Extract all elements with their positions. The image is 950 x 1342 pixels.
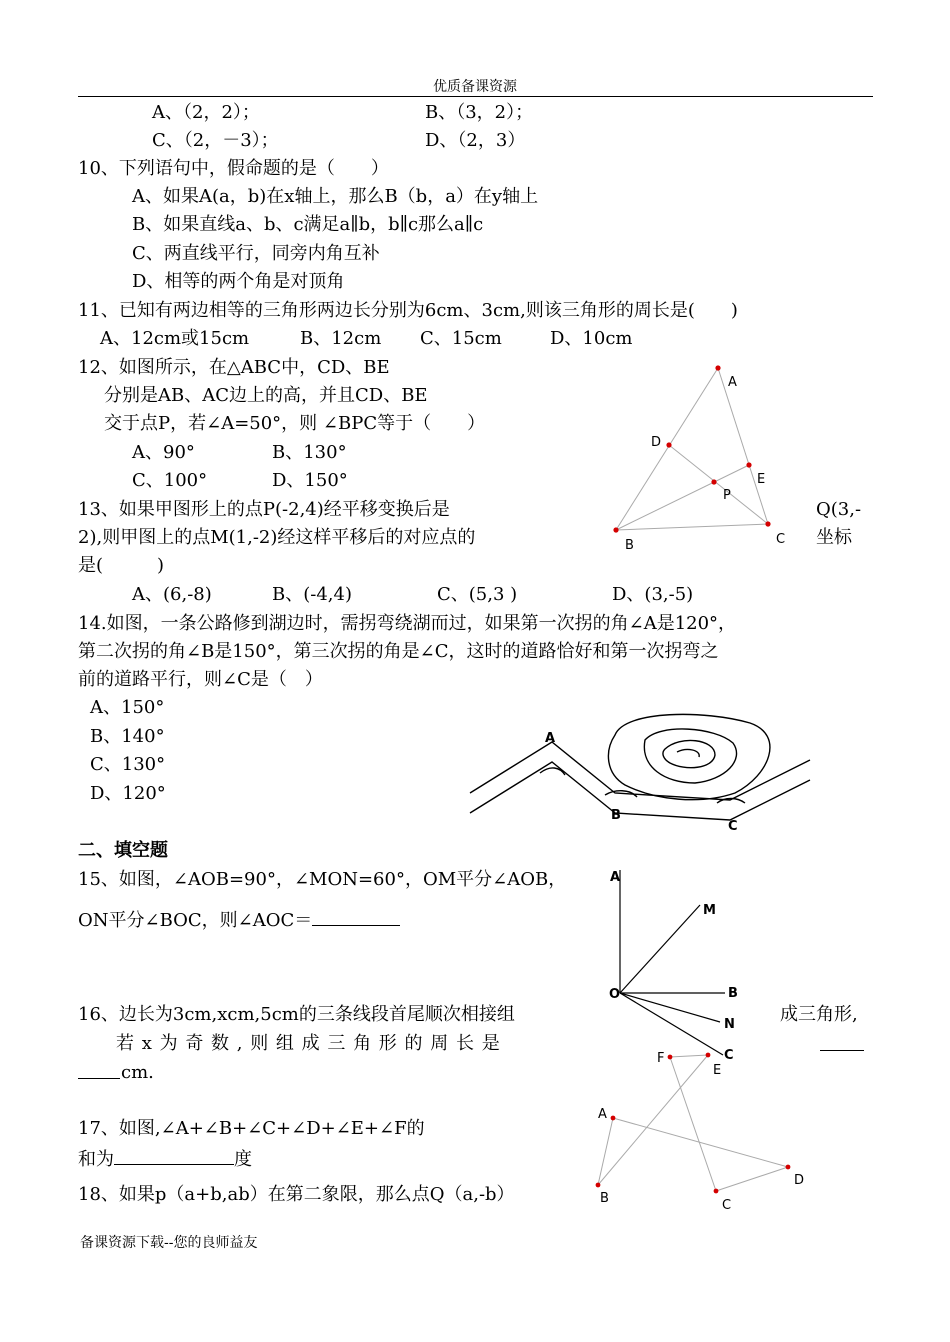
q17-label-c: C (722, 1198, 732, 1213)
q17-polygon-figure (590, 1045, 820, 1220)
q15-line-2-text: ON平分∠BOC，则∠AOC＝ (78, 910, 313, 931)
q12-line-3: 交于点P，若∠A=50°，则 ∠BPC等于（ ） (104, 413, 486, 434)
q12-label-d: D (651, 435, 662, 450)
q14-label-c: C (728, 819, 738, 834)
q17-label-e: E (713, 1063, 722, 1078)
q13-option-c: C、(5,3 ) (437, 584, 518, 605)
q10-option-d: D、相等的两个角是对顶角 (132, 271, 345, 292)
q15-answer-blank[interactable] (312, 907, 400, 926)
q14-line-1: 14.如图，一条公路修到湖边时，需拐弯绕湖而过，如果第一次拐的角∠A是120°， (78, 613, 737, 634)
q12-triangle-figure (600, 360, 800, 560)
q13-option-b: B、(-4,4) (272, 584, 352, 605)
q12-line-2: 分别是AB、AC边上的高，并且CD、BE (104, 385, 428, 406)
q15-label-o: O (609, 987, 621, 1002)
page-header: 优质备课资源 (433, 79, 517, 95)
q12-option-a: A、90° (132, 442, 195, 463)
q15-label-n: N (724, 1017, 735, 1032)
q17-point-a (611, 1116, 616, 1121)
q9-option-d: D、（2，3） (425, 130, 526, 151)
q12-point-p (711, 479, 716, 484)
q10-stem: 10、下列语句中，假命题的是（ ） (78, 158, 389, 179)
ray-on (620, 993, 720, 1022)
q15-label-m: M (703, 903, 716, 918)
q15-label-b: B (728, 986, 738, 1001)
q11-stem: 11、已知有两边相等的三角形两边长分别为6cm、3cm,则该三角形的周长是( ) (78, 300, 738, 321)
q12-label-b: B (625, 538, 634, 553)
q17-label-b: B (600, 1191, 609, 1206)
q14-road-lake-figure (465, 705, 825, 835)
q11-option-a: A、12cm或15cm (100, 328, 250, 349)
q12-line-1: 12、如图所示，在△ABC中，CD、BE (78, 357, 390, 378)
q10-option-a: A、如果A(a，b)在x轴上，那么B（b，a）在y轴上 (132, 186, 539, 207)
q13-line-2: 2),则甲图上的点M(1,-2)经这样平移后的对应点的 (78, 527, 476, 548)
q12-point-e (746, 462, 751, 467)
q16-line-3: cm. (121, 1062, 154, 1083)
q14-option-c: C、130° (90, 754, 166, 775)
segment-fe (670, 1055, 708, 1057)
q16-line-2: 若 x 为 奇 数 , 则 组 成 三 角 形 的 周 长 是 (116, 1033, 500, 1054)
q17-label-d: D (794, 1173, 805, 1188)
q17-line-1: 17、如图,∠A+∠B+∠C+∠D+∠E+∠F的 (78, 1118, 425, 1139)
q13-option-a: A、(6,-8) (132, 584, 212, 605)
q9-option-b: B、（3，2）； (425, 102, 534, 123)
q17-point-c (714, 1189, 719, 1194)
q14-option-b: B、140° (90, 726, 165, 747)
lake-middle-contour (644, 729, 736, 783)
q14-option-a: A、150° (90, 697, 165, 718)
q13-line-2-right: 坐标 (816, 527, 852, 548)
segment-ad (613, 1118, 788, 1167)
q14-label-a: A (545, 731, 556, 746)
q16-answer-blank-left[interactable] (78, 1058, 120, 1079)
q17-point-d (786, 1165, 791, 1170)
q17-line-2-prefix: 和为 (78, 1149, 114, 1170)
q13-line-1-right: Q(3,- (816, 499, 862, 520)
q14-line-2: 第二次拐的角∠B是150°，第三次拐的角是∠C，这时的道路恰好和第一次拐弯之 (78, 641, 719, 662)
q17-point-e (706, 1053, 711, 1058)
page-footer: 备课资源下载--您的良师益友 (80, 1235, 258, 1251)
section-2-title: 二、填空题 (78, 840, 168, 861)
ray-om (620, 905, 700, 993)
q17-point-f (668, 1055, 673, 1060)
q9-option-c: C、（2，－3）； (152, 130, 279, 151)
q15-label-c: C (724, 1048, 734, 1063)
q18-line-1: 18、如果p（a+b,ab）在第二象限，那么点Q（a,-b） (78, 1184, 515, 1205)
q12-point-a (715, 365, 720, 370)
q14-option-d: D、120° (90, 783, 166, 804)
q11-option-d: D、10cm (550, 328, 633, 349)
q15-angle-figure (600, 865, 760, 1063)
q9-option-a: A、（2，2）； (152, 102, 260, 123)
q17-answer-blank[interactable] (114, 1146, 234, 1165)
q12-option-d: D、150° (272, 470, 348, 491)
q13-line-3: 是( ) (78, 555, 165, 576)
lake-outer-contour (608, 714, 769, 799)
q17-line-2 (78, 1146, 252, 1171)
q16-line-1-right: 成三角形, (780, 1004, 858, 1025)
q11-option-b: B、12cm (300, 328, 382, 349)
q15-line-2 (78, 907, 400, 932)
q15-line-1: 15、如图，∠AOB=90°，∠MON=60°，OM平分∠AOB， (78, 869, 567, 890)
segment-cd (716, 1167, 788, 1191)
q10-option-b: B、如果直线a、b、c满足a∥b，b∥c那么a∥c (132, 214, 484, 235)
q17-point-b (596, 1183, 601, 1188)
lake-inner-contour (663, 740, 715, 767)
segment-fc (670, 1057, 716, 1191)
segment-ab (598, 1118, 613, 1185)
q12-option-b: B、130° (272, 442, 347, 463)
q10-option-c: C、两直线平行，同旁内角互补 (132, 243, 380, 264)
q17-label-f: F (657, 1051, 665, 1066)
q12-option-c: C、100° (132, 470, 208, 491)
q17-label-a: A (598, 1107, 607, 1122)
q12-label-a: A (728, 375, 737, 390)
q16-line-1: 16、边长为3cm,xcm,5cm的三条线段首尾顺次相接组 (78, 1004, 515, 1025)
q12-point-d (666, 442, 671, 447)
q15-label-a: A (610, 870, 621, 885)
q12-point-b (613, 527, 618, 532)
q14-line-3: 前的道路平行，则∠C是（ ） (78, 669, 323, 690)
q11-option-c: C、15cm (420, 328, 502, 349)
q14-label-b: B (611, 808, 621, 823)
q13-line-1: 13、如果甲图形上的点P(-2,4)经平移变换后是 (78, 499, 450, 520)
q12-label-p: P (723, 488, 731, 503)
q12-label-c: C (776, 532, 786, 547)
header-rule (78, 96, 873, 97)
q13-option-d: D、(3,-5) (612, 584, 694, 605)
q12-point-c (765, 521, 770, 526)
q12-label-e: E (757, 472, 766, 487)
lake-center-contour (677, 750, 699, 757)
q16-answer-blank-top[interactable] (820, 1030, 864, 1051)
q17-line-2-suffix: 度 (234, 1149, 252, 1170)
